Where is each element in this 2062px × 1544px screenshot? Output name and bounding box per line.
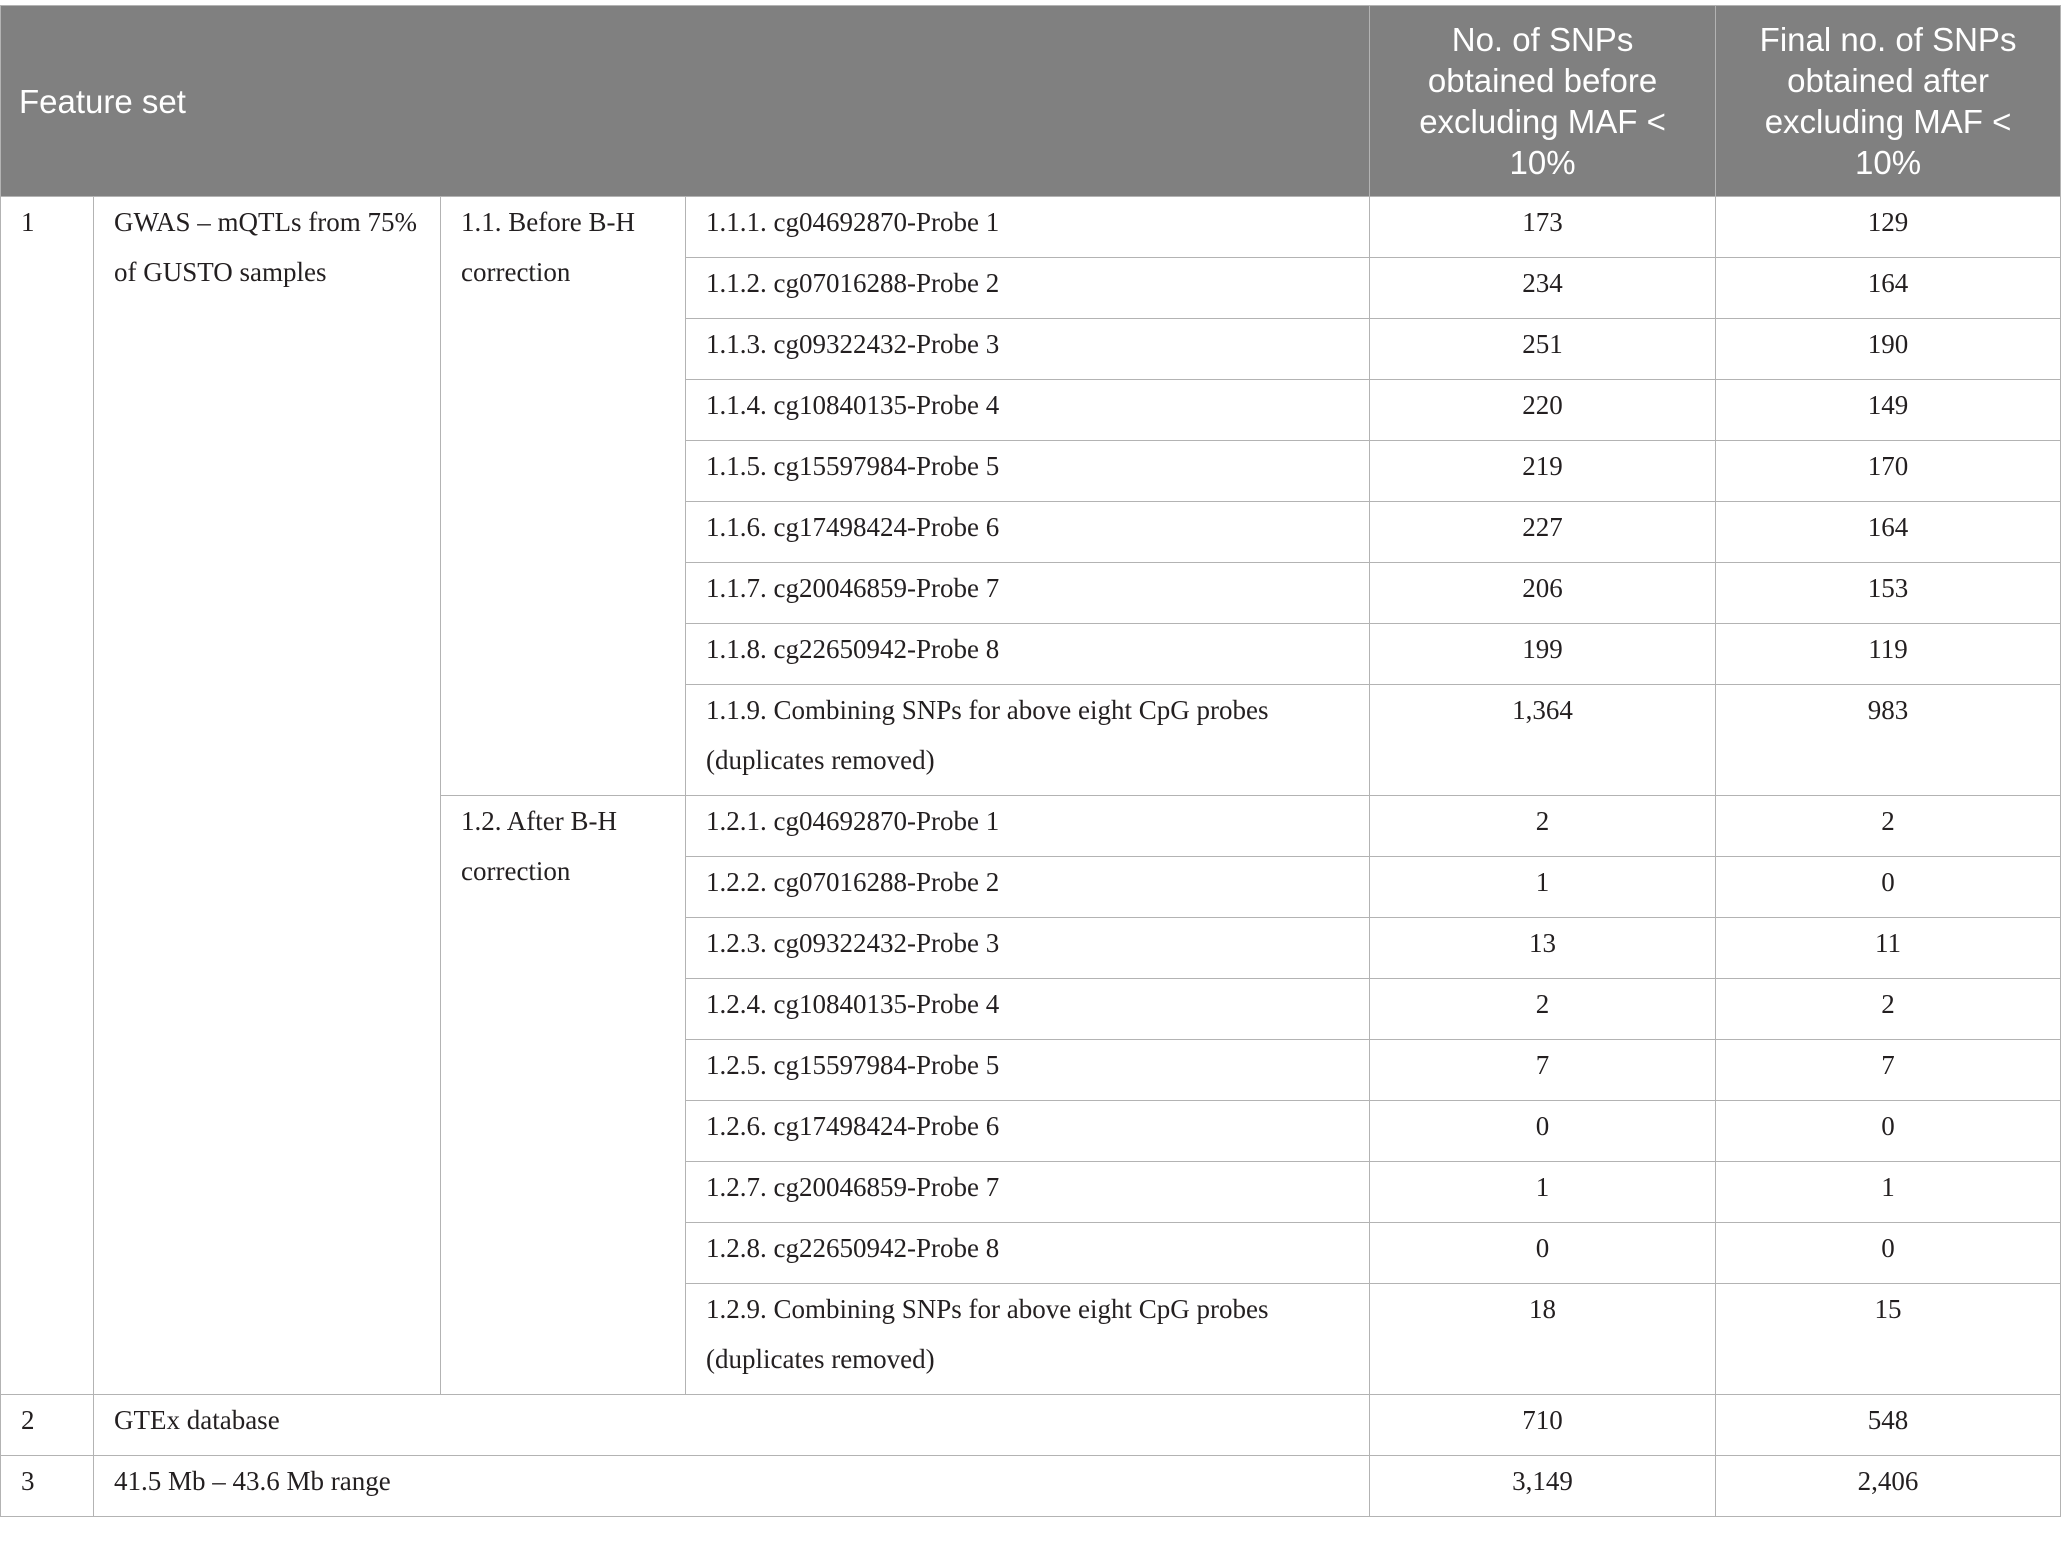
snps-before: 1,364: [1370, 685, 1716, 796]
row-label: 1.2.2. cg07016288-Probe 2: [686, 857, 1370, 918]
group-label: GWAS – mQTLs from 75% of GUSTO samples: [94, 197, 441, 1395]
row-label: 1.2.8. cg22650942-Probe 8: [686, 1223, 1370, 1284]
snps-before: 227: [1370, 502, 1716, 563]
snps-after: 15: [1716, 1284, 2061, 1395]
row-label: 1.1.4. cg10840135-Probe 4: [686, 380, 1370, 441]
snps-before: 2: [1370, 796, 1716, 857]
row-label: 1.1.8. cg22650942-Probe 8: [686, 624, 1370, 685]
row-label: 1.2.1. cg04692870-Probe 1: [686, 796, 1370, 857]
row-label: 1.2.3. cg09322432-Probe 3: [686, 918, 1370, 979]
snps-before: 219: [1370, 441, 1716, 502]
snps-before: 1: [1370, 1162, 1716, 1223]
snps-before: 173: [1370, 197, 1716, 258]
table-row: [1, 1456, 2061, 1517]
snps-after: 983: [1716, 685, 2061, 796]
group-label: GTEx database: [94, 1395, 1370, 1456]
snps-before: 251: [1370, 319, 1716, 380]
row-label: 1.1.3. cg09322432-Probe 3: [686, 319, 1370, 380]
snps-after: 2: [1716, 796, 2061, 857]
table-row: [1, 1395, 2061, 1456]
snps-after: 548: [1716, 1395, 2061, 1456]
snps-before: 0: [1370, 1223, 1716, 1284]
header-snps-after: Final no. of SNPs obtained after excluding MAF < 10%: [1716, 6, 2061, 197]
snps-after: 149: [1716, 380, 2061, 441]
row-label: 1.2.7. cg20046859-Probe 7: [686, 1162, 1370, 1223]
snps-before: 1: [1370, 857, 1716, 918]
snps-before: 13: [1370, 918, 1716, 979]
snps-after: 129: [1716, 197, 2061, 258]
header-feature-set: Feature set: [1, 6, 1370, 197]
subgroup-label: 1.2. After B-H correction: [441, 796, 686, 1395]
snps-after: 2: [1716, 979, 2061, 1040]
snps-before: 710: [1370, 1395, 1716, 1456]
snps-after: 190: [1716, 319, 2061, 380]
group-label: 41.5 Mb – 43.6 Mb range: [94, 1456, 1370, 1517]
row-label: 1.1.9. Combining SNPs for above eight CpG probes (duplicates removed): [686, 685, 1370, 796]
snps-after: 2,406: [1716, 1456, 2061, 1517]
row-label: 1.1.6. cg17498424-Probe 6: [686, 502, 1370, 563]
row-label: 1.1.1. cg04692870-Probe 1: [686, 197, 1370, 258]
snps-after: 164: [1716, 258, 2061, 319]
snps-after: 0: [1716, 1223, 2061, 1284]
snps-after: 11: [1716, 918, 2061, 979]
snps-before: 206: [1370, 563, 1716, 624]
snps-after: 119: [1716, 624, 2061, 685]
snps-before: 199: [1370, 624, 1716, 685]
snps-after: 164: [1716, 502, 2061, 563]
group-number: 1: [1, 197, 94, 1395]
snps-after: 170: [1716, 441, 2061, 502]
group-number: 2: [1, 1395, 94, 1456]
snps-after: 0: [1716, 857, 2061, 918]
table-row: [1, 197, 2061, 258]
row-label: 1.1.7. cg20046859-Probe 7: [686, 563, 1370, 624]
snps-after: 1: [1716, 1162, 2061, 1223]
row-label: 1.2.6. cg17498424-Probe 6: [686, 1101, 1370, 1162]
snp-feature-table: [0, 5, 2061, 1517]
snps-before: 0: [1370, 1101, 1716, 1162]
snps-before: 7: [1370, 1040, 1716, 1101]
snps-before: 3,149: [1370, 1456, 1716, 1517]
group-number: 3: [1, 1456, 94, 1517]
row-label: 1.2.4. cg10840135-Probe 4: [686, 979, 1370, 1040]
snps-before: 18: [1370, 1284, 1716, 1395]
row-label: 1.2.9. Combining SNPs for above eight CpG probes (duplicates removed): [686, 1284, 1370, 1395]
snps-before: 234: [1370, 258, 1716, 319]
snps-after: 0: [1716, 1101, 2061, 1162]
subgroup-label: 1.1. Before B-H correction: [441, 197, 686, 796]
snps-after: 153: [1716, 563, 2061, 624]
snps-after: 7: [1716, 1040, 2061, 1101]
snps-before: 2: [1370, 979, 1716, 1040]
header-snps-before: No. of SNPs obtained before excluding MAF < 10%: [1370, 6, 1716, 197]
header-row: [1, 6, 2061, 197]
row-label: 1.1.2. cg07016288-Probe 2: [686, 258, 1370, 319]
row-label: 1.2.5. cg15597984-Probe 5: [686, 1040, 1370, 1101]
row-label: 1.1.5. cg15597984-Probe 5: [686, 441, 1370, 502]
snps-before: 220: [1370, 380, 1716, 441]
